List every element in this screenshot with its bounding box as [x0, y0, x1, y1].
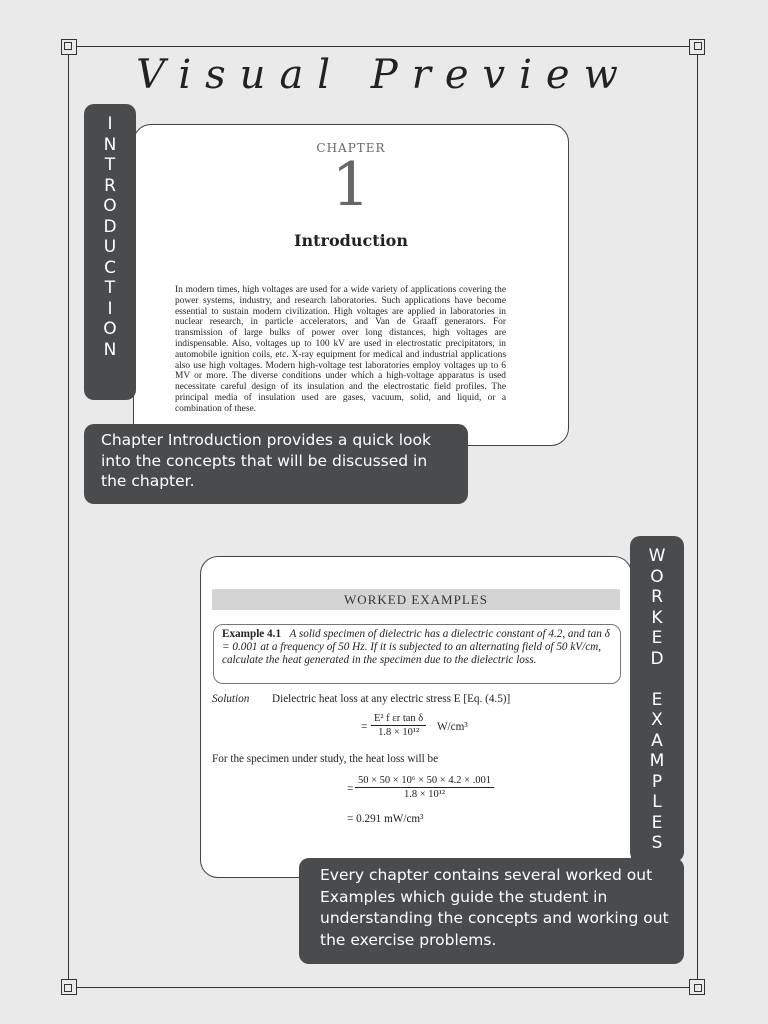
example-label: Example 4.1 [222, 628, 282, 640]
equation-1-fraction: $\frac{\text{E² f εr tan δ}}{\text{1.8 × 10¹²}}$ [371, 713, 426, 738]
corner-ornament [61, 979, 77, 995]
worked-examples-tab-label: W O R K E D E X A M P L E S [648, 546, 666, 853]
example-text: A solid specimen of dielectric has a dielectric constant of 4.2, and tan δ = 0.001 at a frequency of 50 Hz. If it is subjected to an alternating field of 50 kV/cm, calculate the heat generated in the specimen due to the dielectric loss. [222, 628, 610, 666]
equation-2-prefix: = [347, 783, 354, 795]
chapter-body-text: In modern times, high voltages are used for a wide variety of applications covering the power systems, industry, and research laboratories. Such applications have become essential to sustain modern civilization. High voltages are applied in laboratories in nuclear research, in particle accelerators, and Van de Graaff generators. For transmission of large bulks of power over long distances, high voltages are indispensable. Also, voltages up to 100 kV are used in electrostatic precipitators, in automobile ignition coils, etc. X-ray equipment for medical and industrial applications also use high voltages. Modern high-voltage test laboratories employ voltages up to 6 MV or more. The diverse conditions under which a high-voltage apparatus is used necessitate careful design of its insulation and the electrostatic field profiles. The principal media of insulation used are gases, vacuum, solid, and liquid, or a combination of these. [175, 285, 506, 414]
introduction-callout: Chapter Introduction provides a quick look into the concepts that will be discussed in the chapter. [84, 424, 468, 504]
worked-examples-tab [630, 536, 684, 862]
worked-examples-callout: Every chapter contains several worked out Examples which guide the student in understanding the concepts and working out the exercise problems. [299, 858, 684, 964]
corner-ornament [689, 979, 705, 995]
chapter-number: 1 [331, 150, 371, 220]
introduction-tab-label: I N T R O D U C T I O N [103, 114, 117, 360]
page-title: Visual Preview [0, 52, 768, 98]
worked-example-card [200, 556, 632, 878]
equation-1-unit: W/cm³ [437, 721, 468, 733]
equation-1-prefix: = [361, 721, 368, 733]
chapter-label: CHAPTER [316, 141, 386, 155]
chapter-preview-card [133, 124, 569, 446]
solution-text: Dielectric heat loss at any electric stress E [Eq. (4.5)] [272, 693, 511, 705]
chapter-title: Introduction [294, 231, 408, 250]
solution-label: Solution [212, 693, 250, 705]
introduction-tab [84, 104, 136, 400]
worked-examples-header: WORKED EXAMPLES [212, 589, 620, 610]
example-box [213, 624, 621, 684]
result-line: = 0.291 mW/cm³ [347, 813, 424, 825]
equation-2-fraction: $\frac{\text{50 × 50 × 10⁶ × 50 × 4.2 × .001}}{\text{1.8 × 10¹²}}$ [355, 775, 494, 800]
specimen-line: For the specimen under study, the heat loss will be [212, 753, 439, 765]
